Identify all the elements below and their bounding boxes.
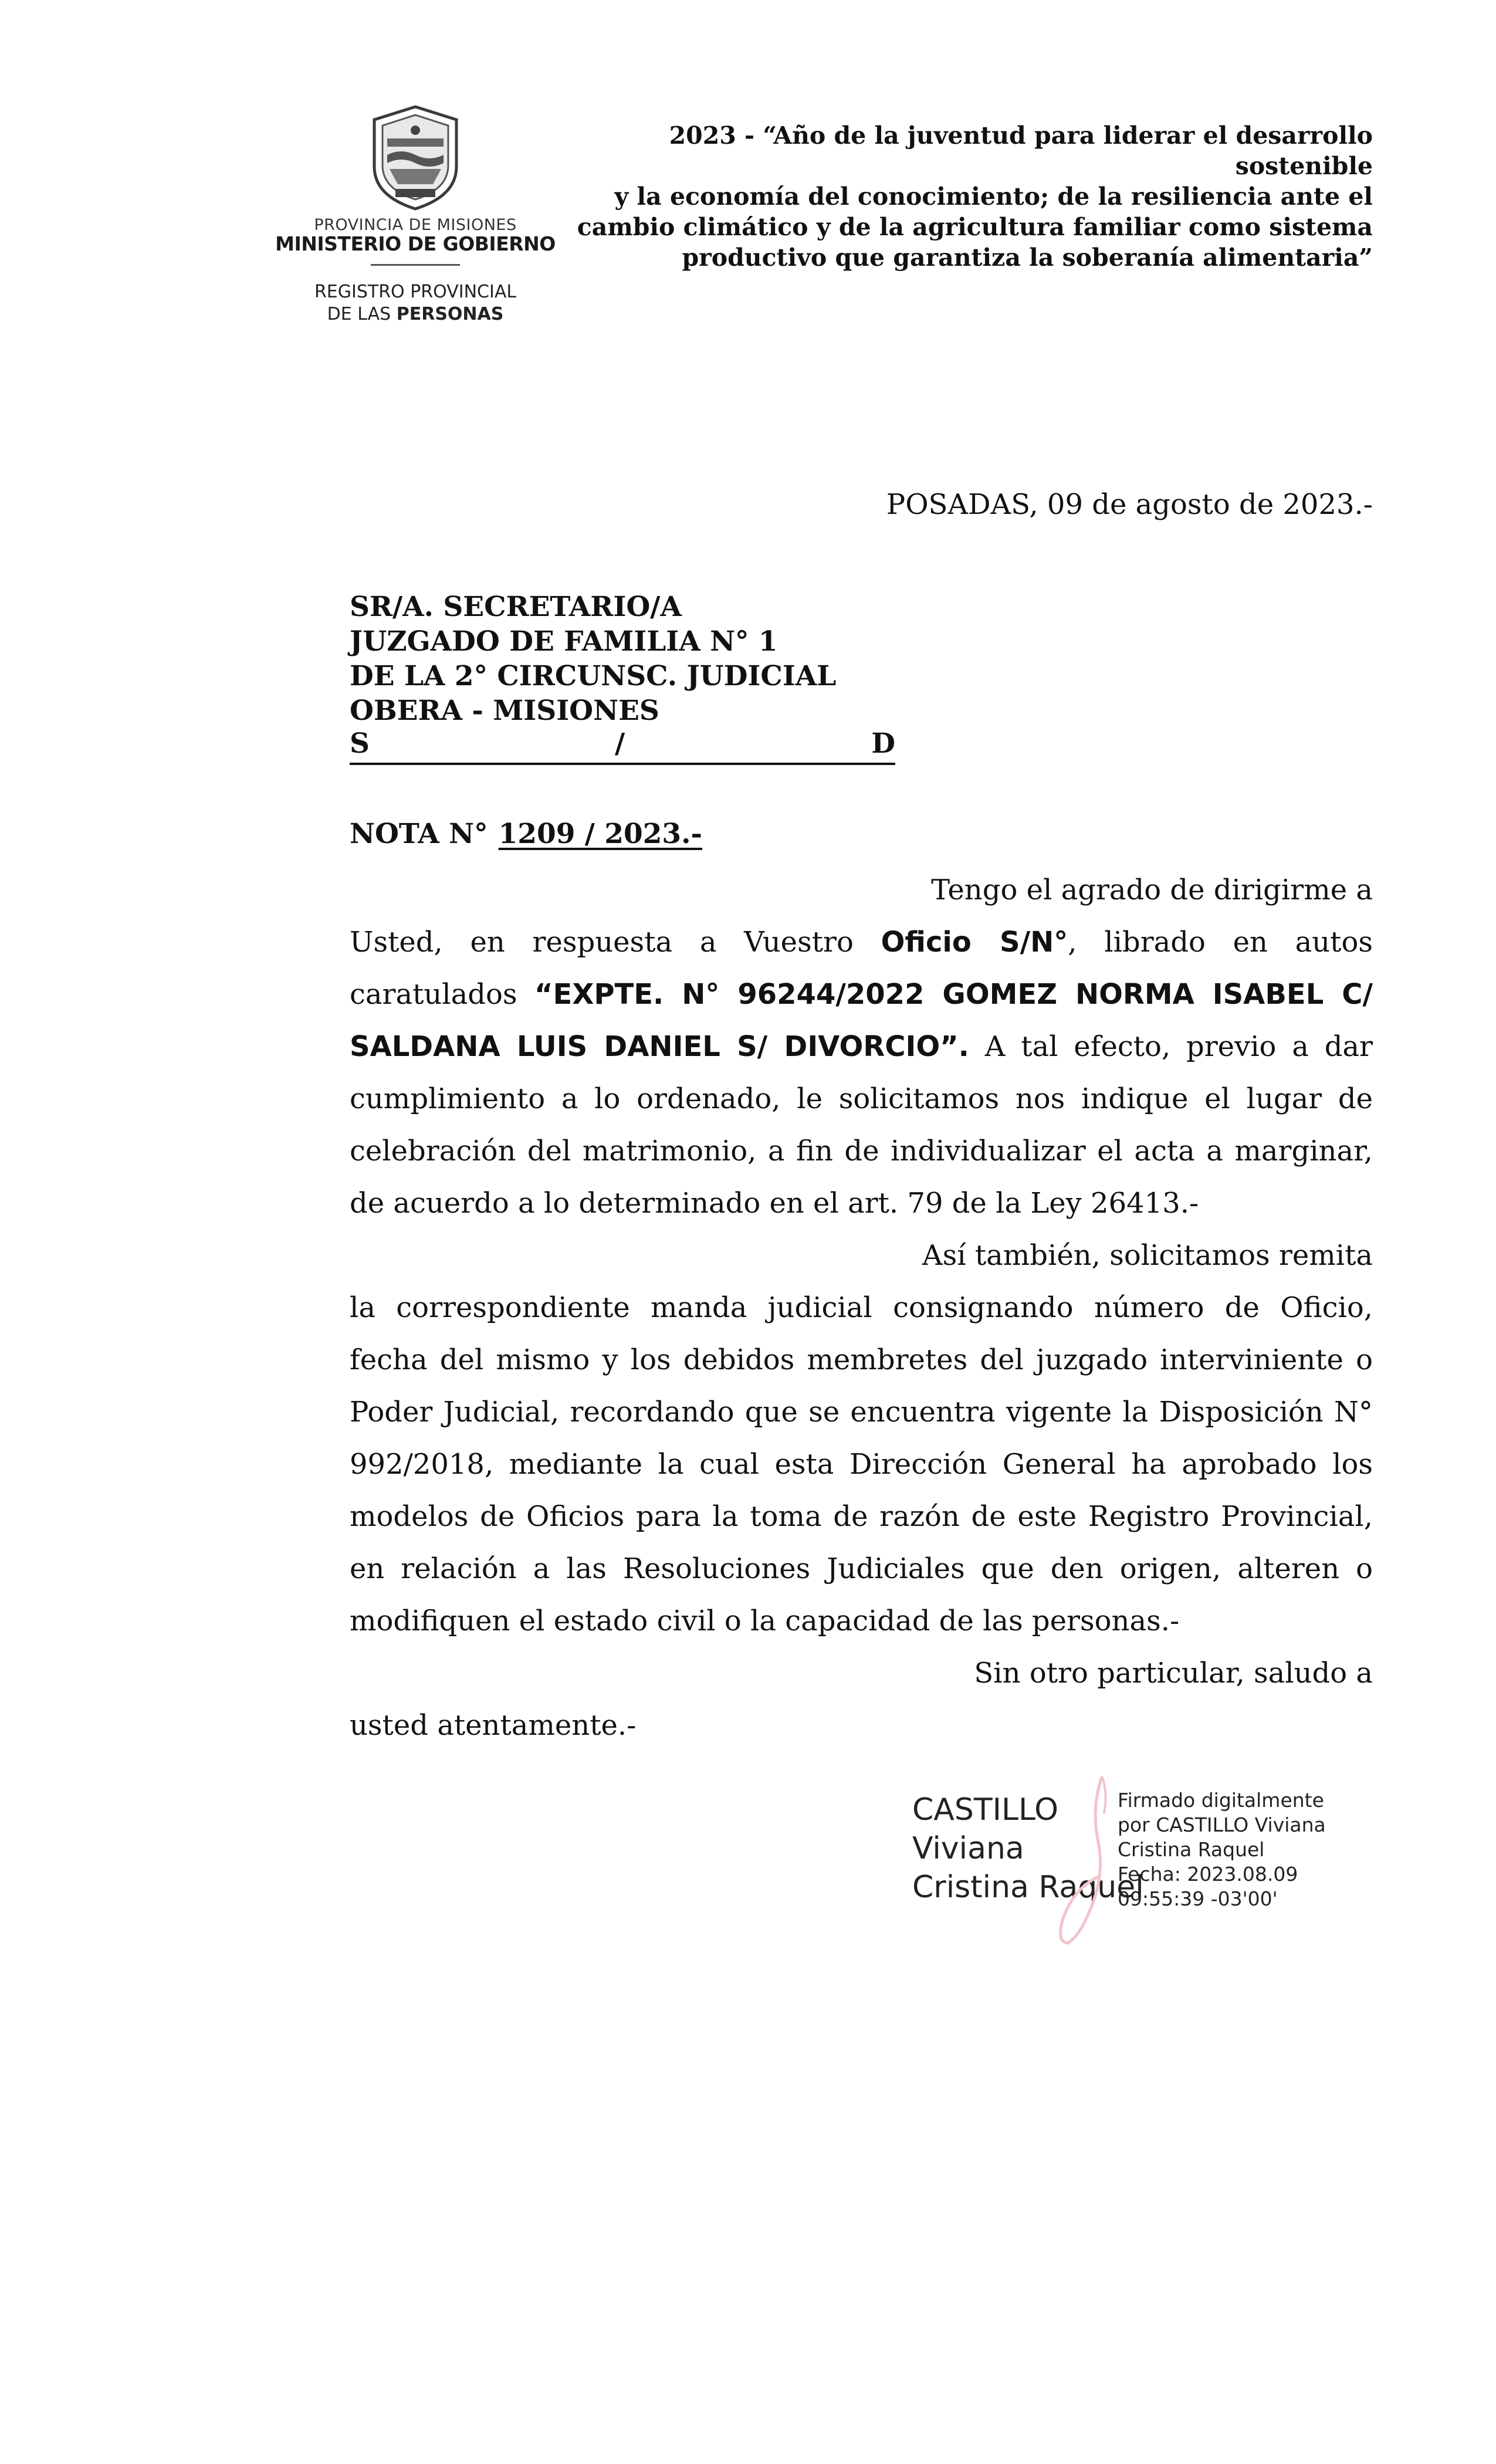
registry-bold: PERSONAS bbox=[396, 304, 504, 324]
addressee-line: JUZGADO DE FAMILIA N° 1 bbox=[350, 625, 778, 658]
body-line: celebración del matrimonio, a fin de individualizar el acta a marginar, bbox=[350, 1135, 1373, 1167]
signer-name-line: Cristina Raquel bbox=[912, 1870, 1144, 1905]
signer-name-line: CASTILLO bbox=[912, 1792, 1059, 1827]
case-title: SALDANA LUIS DANIEL S/ DIVORCIO”. bbox=[350, 1030, 969, 1063]
signature-mark-icon bbox=[1033, 1772, 1126, 1948]
body-line: en relación a las Resoluciones Judiciales que den origen, alteren o bbox=[350, 1552, 1373, 1585]
body-line bbox=[350, 977, 1373, 1012]
signature-detail-line: 09:55:39 -03'00' bbox=[1118, 1887, 1278, 1910]
body-line: la correspondiente manda judicial consignando número de Oficio, bbox=[350, 1291, 1373, 1324]
body-line: modelos de Oficios para la toma de razón de este Registro Provincial, bbox=[350, 1500, 1373, 1533]
case-title: “EXPTE. N° 96244/2022 GOMEZ NORMA ISABEL C/ bbox=[534, 978, 1373, 1011]
signature-detail-line: Firmado digitalmente bbox=[1118, 1789, 1324, 1812]
sd-line bbox=[350, 726, 895, 765]
sd-d: D bbox=[871, 727, 895, 760]
body-line: cumplimiento a lo ordenado, le solicitamos nos indique el lugar de bbox=[350, 1082, 1373, 1115]
body-line: 992/2018, mediante la cual esta Dirección General ha aprobado los bbox=[350, 1448, 1373, 1481]
body-line bbox=[350, 1029, 1373, 1064]
province-name: PROVINCIA DE MISIONES bbox=[314, 216, 517, 234]
digital-signature-detail bbox=[1118, 1788, 1326, 1911]
body-line: Sin otro particular, saludo a bbox=[974, 1657, 1373, 1690]
motto-line: y la economía del conocimiento; de la resiliencia ante el bbox=[614, 182, 1373, 211]
addressee-block bbox=[350, 590, 936, 728]
signature-detail-line: Fecha: 2023.08.09 bbox=[1118, 1863, 1298, 1886]
body-line: Poder Judicial, recordando que se encuentra vigente la Disposición N° bbox=[350, 1396, 1373, 1429]
body-text: A tal efecto, previo a dar bbox=[969, 1030, 1373, 1063]
body-line bbox=[350, 925, 1373, 960]
signature-detail-line: Cristina Raquel bbox=[1118, 1838, 1265, 1861]
body-text: caratulados bbox=[350, 978, 534, 1011]
sd-s: S bbox=[350, 727, 370, 760]
motto-line: cambio climático y de la agricultura familiar como sistema bbox=[577, 213, 1373, 241]
addressee-line: SR/A. SECRETARIO/A bbox=[350, 591, 682, 623]
note-label: NOTA N° bbox=[350, 818, 488, 850]
body-text: , librado en autos bbox=[1068, 926, 1373, 959]
body-text: Usted, en respuesta a Vuestro bbox=[350, 926, 881, 959]
body-line: Tengo el agrado de dirigirme a bbox=[931, 874, 1373, 906]
signature-detail-line: por CASTILLO Viviana bbox=[1118, 1813, 1326, 1836]
note-number-value: 1209 / 2023.- bbox=[498, 818, 702, 850]
body-line: modifiquen el estado civil o la capacidad de las personas.- bbox=[350, 1605, 1180, 1637]
addressee-line: OBERA - MISIONES bbox=[350, 695, 659, 727]
body-line: usted atentamente.- bbox=[350, 1709, 637, 1742]
year-motto bbox=[528, 120, 1373, 273]
addressee-line: DE LA 2° CIRCUNSC. JUDICIAL bbox=[350, 660, 837, 692]
body-bold: Oficio S/N° bbox=[881, 926, 1068, 959]
body-line: fecha del mismo y los debidos membretes del juzgado interviniente o bbox=[350, 1343, 1373, 1376]
body-line: Así también, solicitamos remita bbox=[922, 1239, 1373, 1272]
body-line: de acuerdo a lo determinado en el art. 79 de la Ley 26413.- bbox=[350, 1187, 1199, 1220]
motto-line: 2023 - “Año de la juventud para liderar el desarrollo sostenible bbox=[669, 121, 1373, 180]
registry-name-line1: REGISTRO PROVINCIAL bbox=[314, 282, 517, 302]
registry-prefix: DE LAS bbox=[327, 304, 397, 324]
provincial-seal-logo bbox=[363, 102, 468, 211]
registry-name-line2 bbox=[270, 304, 561, 325]
sd-slash: / bbox=[615, 727, 625, 760]
note-number bbox=[350, 817, 702, 852]
motto-line: productivo que garantiza la soberanía alimentaria” bbox=[682, 243, 1373, 272]
signer-name-line: Viviana bbox=[912, 1831, 1024, 1866]
ministry-name: MINISTERIO DE GOBIERNO bbox=[275, 232, 556, 255]
letter-date: POSADAS, 09 de agosto de 2023.- bbox=[886, 488, 1373, 521]
header-divider bbox=[371, 264, 460, 266]
